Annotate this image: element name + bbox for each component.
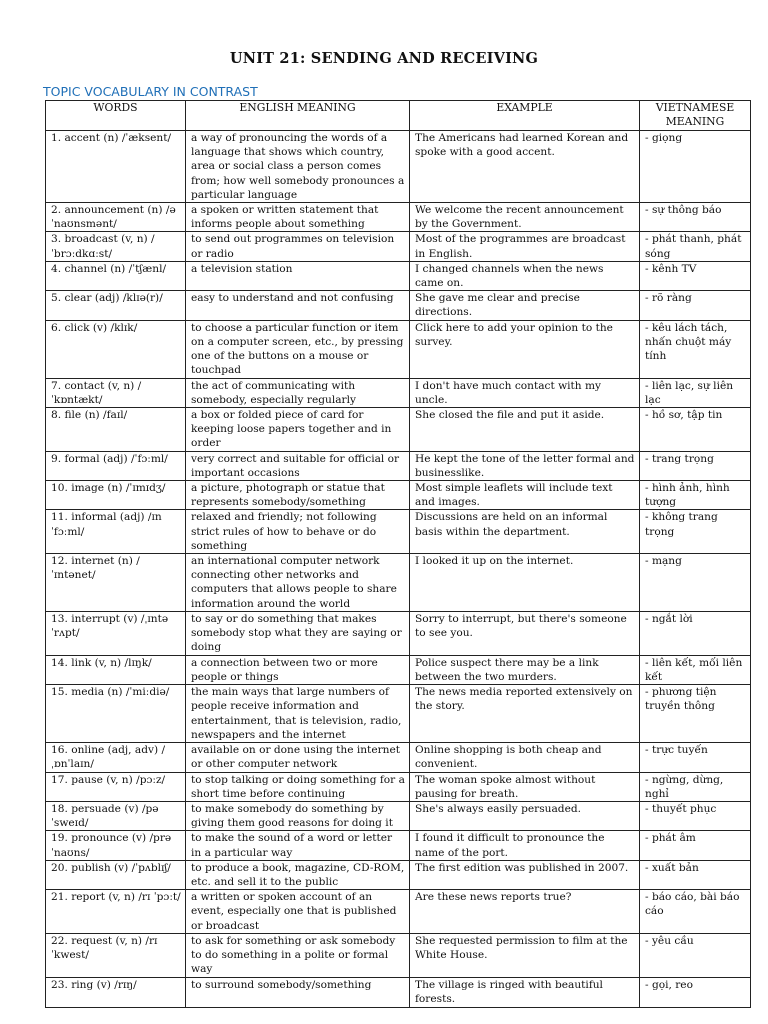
table-row — [46, 408, 751, 452]
cell-example: I looked it up on the internet. — [410, 554, 640, 612]
cell-english-meaning: to produce a book, magazine, CD-ROM, etc. and sell it to the public — [186, 860, 410, 889]
cell-word: 1. accent (n) /ˈæksent/ — [46, 131, 186, 203]
cell-english-meaning: to stop talking or doing something for a short time before continuing — [186, 772, 410, 801]
cell-word: 13. interrupt (v) /ˌɪntə ˈrʌpt/ — [46, 612, 186, 656]
cell-english-meaning: to send out programmes on television or radio — [186, 232, 410, 261]
section-heading: TOPIC VOCABULARY IN CONTRAST — [43, 84, 258, 99]
cell-english-meaning: to ask for something or ask somebody to do something in a polite or formal way — [186, 933, 410, 977]
cell-vietnamese-meaning: - ngừng, dừng, nghỉ — [640, 772, 751, 801]
cell-example: The woman spoke almost without pausing for breath. — [410, 772, 640, 801]
cell-example: Click here to add your opinion to the survey. — [410, 320, 640, 378]
cell-word: 17. pause (v, n) /pɔːz/ — [46, 772, 186, 801]
cell-vietnamese-meaning: - không trang trọng — [640, 510, 751, 554]
cell-word: 18. persuade (v) /pə ˈsweɪd/ — [46, 801, 186, 830]
table-row — [46, 890, 751, 934]
table-row — [46, 481, 751, 510]
column-header-english-meaning: ENGLISH MEANING — [186, 101, 410, 131]
cell-word: 20. publish (v) /ˈpʌblɪʃ/ — [46, 860, 186, 889]
cell-word: 23. ring (v) /rɪŋ/ — [46, 977, 186, 1007]
cell-example: I found it difficult to pronounce the name of the port. — [410, 831, 640, 860]
cell-english-meaning: a spoken or written statement that informs people about something — [186, 203, 410, 232]
cell-english-meaning: to surround somebody/something — [186, 977, 410, 1007]
table-row — [46, 451, 751, 480]
cell-english-meaning: available on or done using the internet or other computer network — [186, 743, 410, 772]
cell-english-meaning: a written or spoken account of an event, especially one that is published or broadcast — [186, 890, 410, 934]
cell-example: He kept the tone of the letter formal and businesslike. — [410, 451, 640, 480]
cell-example: She's always easily persuaded. — [410, 801, 640, 830]
table-row — [46, 860, 751, 889]
cell-example: She gave me clear and precise directions. — [410, 291, 640, 320]
cell-word: 21. report (v, n) /rɪ ˈpɔːt/ — [46, 890, 186, 934]
table-row — [46, 655, 751, 684]
table-row — [46, 131, 751, 203]
cell-example: Police suspect there may be a link between the two murders. — [410, 655, 640, 684]
cell-word: 22. request (v, n) /rɪ ˈkwest/ — [46, 933, 186, 977]
cell-word: 7. contact (v, n) /ˈkɒntækt/ — [46, 378, 186, 407]
cell-example: Discussions are held on an informal basis within the department. — [410, 510, 640, 554]
cell-vietnamese-meaning: - xuất bản — [640, 860, 751, 889]
cell-vietnamese-meaning: - liên lạc, sự liên lạc — [640, 378, 751, 407]
table-row — [46, 203, 751, 232]
cell-vietnamese-meaning: - rõ ràng — [640, 291, 751, 320]
cell-english-meaning: the main ways that large numbers of people receive information and entertainment, that is television, radio, newspapers and the internet — [186, 685, 410, 743]
cell-english-meaning: a picture, photograph or statue that represents somebody/something — [186, 481, 410, 510]
cell-english-meaning: the act of communicating with somebody, especially regularly — [186, 378, 410, 407]
table-row — [46, 933, 751, 977]
column-header-words: WORDS — [46, 101, 186, 131]
table-row — [46, 743, 751, 772]
cell-word: 12. internet (n) /ˈɪntənet/ — [46, 554, 186, 612]
cell-example: I don't have much contact with my uncle. — [410, 378, 640, 407]
column-header-vietnamese-meaning: VIETNAMESE MEANING — [640, 101, 751, 131]
cell-vietnamese-meaning: - liên kết, mối liên kết — [640, 655, 751, 684]
cell-english-meaning: an international computer network connecting other networks and computers that allows people to share information around the world — [186, 554, 410, 612]
cell-vietnamese-meaning: - ngắt lời — [640, 612, 751, 656]
cell-english-meaning: easy to understand and not confusing — [186, 291, 410, 320]
header-row — [46, 101, 751, 131]
cell-vietnamese-meaning: - kêu lách tách, nhấn chuột máy tính — [640, 320, 751, 378]
cell-example: The first edition was published in 2007. — [410, 860, 640, 889]
cell-example: The village is ringed with beautiful forests. — [410, 977, 640, 1007]
cell-example: She requested permission to film at the White House. — [410, 933, 640, 977]
cell-vietnamese-meaning: - hồ sơ, tập tin — [640, 408, 751, 452]
table-row — [46, 261, 751, 290]
cell-word: 16. online (adj, adv) /ˌɒnˈlaɪn/ — [46, 743, 186, 772]
column-header-example: EXAMPLE — [410, 101, 640, 131]
cell-vietnamese-meaning: - yêu cầu — [640, 933, 751, 977]
cell-vietnamese-meaning: - sự thông báo — [640, 203, 751, 232]
cell-word: 9. formal (adj) /ˈfɔːml/ — [46, 451, 186, 480]
cell-example: Online shopping is both cheap and convenient. — [410, 743, 640, 772]
cell-word: 15. media (n) /ˈmiːdiə/ — [46, 685, 186, 743]
table-row — [46, 801, 751, 830]
table-row — [46, 291, 751, 320]
cell-vietnamese-meaning: - báo cáo, bài báo cáo — [640, 890, 751, 934]
cell-example: Most of the programmes are broadcast in English. — [410, 232, 640, 261]
cell-example: She closed the file and put it aside. — [410, 408, 640, 452]
cell-example: The Americans had learned Korean and spoke with a good accent. — [410, 131, 640, 203]
cell-example: Most simple leaflets will include text and images. — [410, 481, 640, 510]
cell-word: 19. pronounce (v) /prəˈnaʊns/ — [46, 831, 186, 860]
cell-vietnamese-meaning: - thuyết phục — [640, 801, 751, 830]
cell-english-meaning: to make the sound of a word or letter in a particular way — [186, 831, 410, 860]
table-row — [46, 320, 751, 378]
cell-vietnamese-meaning: - trực tuyến — [640, 743, 751, 772]
cell-vietnamese-meaning: - hình ảnh, hình tượng — [640, 481, 751, 510]
table-row — [46, 612, 751, 656]
cell-english-meaning: relaxed and friendly; not following strict rules of how to behave or do something — [186, 510, 410, 554]
cell-vietnamese-meaning: - trang trọng — [640, 451, 751, 480]
table-row — [46, 510, 751, 554]
cell-example: We welcome the recent announcement by the Government. — [410, 203, 640, 232]
cell-word: 2. announcement (n) /əˈnaʊnsmənt/ — [46, 203, 186, 232]
cell-word: 3. broadcast (v, n) /ˈbrɔːdkɑːst/ — [46, 232, 186, 261]
cell-word: 10. image (n) /ˈɪmɪdʒ/ — [46, 481, 186, 510]
cell-word: 11. informal (adj) /ɪn ˈfɔːml/ — [46, 510, 186, 554]
cell-word: 14. link (v, n) /lɪŋk/ — [46, 655, 186, 684]
cell-vietnamese-meaning: - gọi, reo — [640, 977, 751, 1007]
cell-english-meaning: to choose a particular function or item on a computer screen, etc., by pressing one of the buttons on a mouse or touchpad — [186, 320, 410, 378]
table-row — [46, 685, 751, 743]
table-row — [46, 831, 751, 860]
table-row — [46, 772, 751, 801]
cell-vietnamese-meaning: - phương tiện truyền thông — [640, 685, 751, 743]
cell-english-meaning: very correct and suitable for official or important occasions — [186, 451, 410, 480]
cell-english-meaning: a box or folded piece of card for keeping loose papers together and in order — [186, 408, 410, 452]
cell-english-meaning: to say or do something that makes somebody stop what they are saying or doing — [186, 612, 410, 656]
table-row — [46, 977, 751, 1007]
vocabulary-table — [45, 100, 751, 1008]
cell-vietnamese-meaning: - giọng — [640, 131, 751, 203]
cell-vietnamese-meaning: - phát âm — [640, 831, 751, 860]
cell-word: 8. file (n) /faɪl/ — [46, 408, 186, 452]
cell-english-meaning: to make somebody do something by giving them good reasons for doing it — [186, 801, 410, 830]
cell-example: Sorry to interrupt, but there's someone to see you. — [410, 612, 640, 656]
cell-example: The news media reported extensively on the story. — [410, 685, 640, 743]
table-row — [46, 378, 751, 407]
cell-english-meaning: a way of pronouncing the words of a language that shows which country, area or social class a person comes from; how well somebody pronounces a particular language — [186, 131, 410, 203]
cell-word: 6. click (v) /klɪk/ — [46, 320, 186, 378]
cell-vietnamese-meaning: - mạng — [640, 554, 751, 612]
table-row — [46, 232, 751, 261]
cell-vietnamese-meaning: - kênh TV — [640, 261, 751, 290]
page-title: UNIT 21: SENDING AND RECEIVING — [229, 50, 539, 67]
table-header — [46, 101, 751, 131]
cell-vietnamese-meaning: - phát thanh, phát sóng — [640, 232, 751, 261]
table-body — [46, 131, 751, 1008]
cell-english-meaning: a television station — [186, 261, 410, 290]
cell-word: 5. clear (adj) /klɪə(r)/ — [46, 291, 186, 320]
cell-example: Are these news reports true? — [410, 890, 640, 934]
cell-word: 4. channel (n) /ˈtʃænl/ — [46, 261, 186, 290]
table-row — [46, 554, 751, 612]
cell-english-meaning: a connection between two or more people or things — [186, 655, 410, 684]
cell-example: I changed channels when the news came on. — [410, 261, 640, 290]
